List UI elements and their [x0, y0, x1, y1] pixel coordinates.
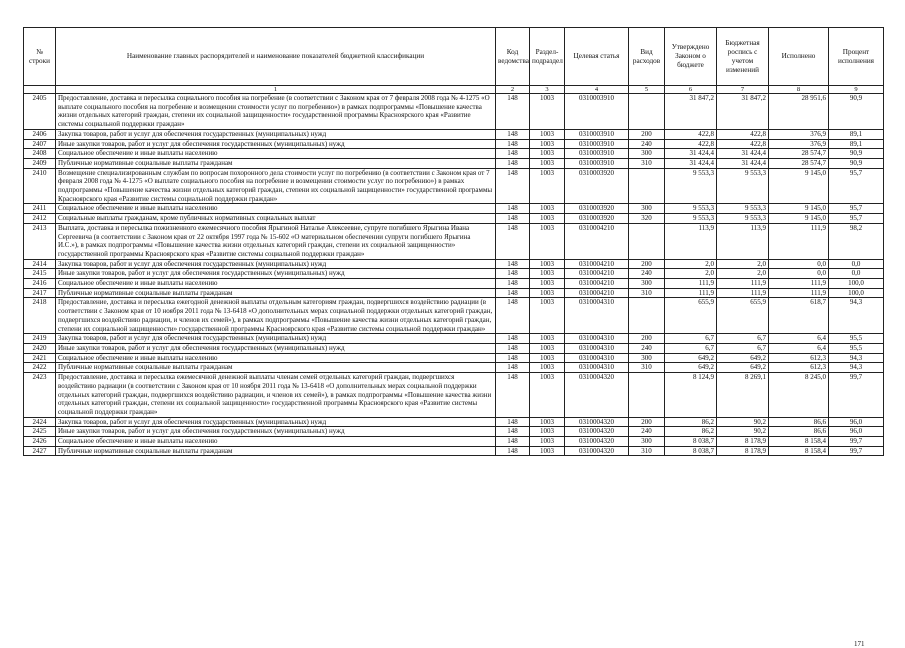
row-number-cell: 2408 [24, 149, 56, 159]
approved-cell: 649,2 [665, 353, 717, 363]
department-code-cell: 148 [496, 94, 530, 130]
table-row [24, 373, 884, 418]
row-name-cell: Закупка товаров, работ и услуг для обеспечения государственных (муниципальных) нужд [56, 334, 496, 344]
expense-type-cell: 200 [629, 334, 665, 344]
approved-cell: 8 124,9 [665, 373, 717, 418]
approved-cell: 113,9 [665, 223, 717, 259]
table-row [24, 204, 884, 214]
target-article-cell: 0310003910 [565, 149, 629, 159]
department-code-cell: 148 [496, 373, 530, 418]
section-cell: 1003 [530, 417, 565, 427]
department-code-cell: 148 [496, 288, 530, 298]
row-name-cell: Иные закупки товаров, работ и услуг для обеспечения государственных (муниципальных) нужд [56, 269, 496, 279]
executed-cell: 9 145,0 [769, 214, 829, 224]
target-article-cell: 0310004320 [565, 437, 629, 447]
row-name-cell: Иные закупки товаров, работ и услуг для обеспечения государственных (муниципальных) нужд [56, 343, 496, 353]
target-article-cell: 0310003910 [565, 139, 629, 149]
expense-type-cell: 300 [629, 204, 665, 214]
approved-cell: 6,7 [665, 334, 717, 344]
table-row [24, 288, 884, 298]
expense-type-cell: 310 [629, 158, 665, 168]
row-number-cell: 2427 [24, 446, 56, 456]
budget-schedule-cell: 655,9 [717, 298, 769, 334]
percent-cell: 100,0 [829, 288, 884, 298]
column-number [24, 86, 56, 94]
column-number: 9 [829, 86, 884, 94]
section-cell: 1003 [530, 214, 565, 224]
header-name: Наименование главных распорядителей и наименование показателей бюджетной классификации [56, 28, 496, 86]
expense-type-cell: 240 [629, 139, 665, 149]
approved-cell: 31 424,4 [665, 158, 717, 168]
target-article-cell: 0310003910 [565, 129, 629, 139]
table-row [24, 417, 884, 427]
target-article-cell: 0310004210 [565, 259, 629, 269]
approved-cell: 655,9 [665, 298, 717, 334]
expense-type-cell [629, 373, 665, 418]
section-cell: 1003 [530, 269, 565, 279]
budget-schedule-cell: 111,9 [717, 279, 769, 289]
column-number: 5 [629, 86, 665, 94]
approved-cell: 8 038,7 [665, 437, 717, 447]
budget-schedule-cell: 90,2 [717, 427, 769, 437]
row-number-cell: 2423 [24, 373, 56, 418]
target-article-cell: 0310003910 [565, 158, 629, 168]
budget-schedule-cell: 31 847,2 [717, 94, 769, 130]
row-name-cell: Социальные выплаты гражданам, кроме публичных нормативных социальных выплат [56, 214, 496, 224]
executed-cell: 28 951,6 [769, 94, 829, 130]
row-name-cell: Иные закупки товаров, работ и услуг для обеспечения государственных (муниципальных) нужд [56, 427, 496, 437]
target-article-cell: 0310004320 [565, 417, 629, 427]
percent-cell: 90,9 [829, 158, 884, 168]
row-name-cell: Выплата, доставка и пересылка пожизненного ежемесячного пособия Ярыгиной Наталье Алексеевне, супруге погибшего Ярыгина Ивана Сергеевича (в соответствии с Законом края от 22 октября 1997 года № 15-602 «О материальном обеспечении супруги погибшего Ярыгина И.С.»), в рамках подпрограммы «Повышение качества жизни отдельных категорий граждан, степени их социальной защищенности» государственной программы Красноярского края «Развитие системы социальной поддержки граждан» [56, 223, 496, 259]
row-name-cell: Публичные нормативные социальные выплаты гражданам [56, 288, 496, 298]
budget-schedule-cell: 2,0 [717, 269, 769, 279]
page-number: 171 [854, 640, 865, 648]
approved-cell: 31 847,2 [665, 94, 717, 130]
department-code-cell: 148 [496, 363, 530, 373]
row-number-cell: 2409 [24, 158, 56, 168]
budget-schedule-cell: 422,8 [717, 139, 769, 149]
row-name-cell: Предоставление, доставка и пересылка ежегодной денежной выплаты отдельным категориям граждан, подвергшихся воздействию радиации (в соответствии с Законом края от 10 ноября 2011 года № 13-6418 «О дополнительных мерах социальной поддержки отдельных категорий граждан, подвергшихся воздействию радиации, и членов их семей»), в рамках подпрограммы «Повышение качества жизни отдельных категорий граждан, степени их социальной защищенности» государственной программы Красноярского края «Развитие системы социальной поддержки граждан» [56, 298, 496, 334]
budget-schedule-cell: 2,0 [717, 259, 769, 269]
budget-execution-table [23, 27, 884, 456]
percent-cell: 89,1 [829, 139, 884, 149]
row-number-cell: 2410 [24, 168, 56, 204]
percent-cell: 99,7 [829, 446, 884, 456]
expense-type-cell: 240 [629, 427, 665, 437]
target-article-cell: 0310004210 [565, 288, 629, 298]
section-cell: 1003 [530, 158, 565, 168]
executed-cell: 28 574,7 [769, 149, 829, 159]
department-code-cell: 148 [496, 427, 530, 437]
row-number-cell: 2419 [24, 334, 56, 344]
expense-type-cell: 300 [629, 353, 665, 363]
table-row [24, 223, 884, 259]
budget-schedule-cell: 90,2 [717, 417, 769, 427]
budget-schedule-cell: 9 553,3 [717, 204, 769, 214]
department-code-cell: 148 [496, 158, 530, 168]
header-executed: Исполнено [769, 28, 829, 86]
header-target-article: Целевая статья [565, 28, 629, 86]
executed-cell: 8 158,4 [769, 446, 829, 456]
department-code-cell: 148 [496, 446, 530, 456]
percent-cell: 95,7 [829, 214, 884, 224]
column-number: 4 [565, 86, 629, 94]
row-number-cell: 2422 [24, 363, 56, 373]
row-number-cell: 2415 [24, 269, 56, 279]
percent-cell: 98,2 [829, 223, 884, 259]
target-article-cell: 0310004320 [565, 373, 629, 418]
table-row [24, 279, 884, 289]
row-name-cell: Социальное обеспечение и иные выплаты населению [56, 204, 496, 214]
header-expense-type: Вид расходов [629, 28, 665, 86]
approved-cell: 649,2 [665, 363, 717, 373]
row-number-cell: 2416 [24, 279, 56, 289]
department-code-cell: 148 [496, 334, 530, 344]
header-row [24, 28, 884, 86]
section-cell: 1003 [530, 129, 565, 139]
percent-cell: 99,7 [829, 437, 884, 447]
expense-type-cell: 310 [629, 363, 665, 373]
department-code-cell: 148 [496, 214, 530, 224]
section-cell: 1003 [530, 204, 565, 214]
department-code-cell: 148 [496, 279, 530, 289]
approved-cell: 2,0 [665, 259, 717, 269]
row-number-cell: 2418 [24, 298, 56, 334]
table-row [24, 343, 884, 353]
executed-cell: 376,9 [769, 129, 829, 139]
section-cell: 1003 [530, 259, 565, 269]
percent-cell: 95,7 [829, 204, 884, 214]
section-cell: 1003 [530, 298, 565, 334]
expense-type-cell: 310 [629, 288, 665, 298]
expense-type-cell: 200 [629, 259, 665, 269]
section-cell: 1003 [530, 343, 565, 353]
budget-schedule-cell: 9 553,3 [717, 214, 769, 224]
department-code-cell: 148 [496, 204, 530, 214]
department-code-cell: 148 [496, 437, 530, 447]
row-number-cell: 2407 [24, 139, 56, 149]
section-cell: 1003 [530, 334, 565, 344]
percent-cell: 95,5 [829, 343, 884, 353]
table-body [24, 94, 884, 456]
budget-schedule-cell: 111,9 [717, 288, 769, 298]
budget-schedule-cell: 6,7 [717, 343, 769, 353]
table-row [24, 446, 884, 456]
target-article-cell: 0310004210 [565, 269, 629, 279]
row-number-cell: 2411 [24, 204, 56, 214]
budget-schedule-cell: 649,2 [717, 363, 769, 373]
target-article-cell: 0310003910 [565, 94, 629, 130]
executed-cell: 376,9 [769, 139, 829, 149]
row-name-cell: Закупка товаров, работ и услуг для обеспечения государственных (муниципальных) нужд [56, 417, 496, 427]
budget-schedule-cell: 649,2 [717, 353, 769, 363]
row-name-cell: Предоставление, доставка и пересылка ежемесячной денежной выплаты членам семей отдельных категорий граждан, подвергшихся воздействию радиации (в соответствии с Законом края от 10 ноября 2011 года № 13-6418 «О дополнительных мерах социальной поддержки отдельных категорий граждан, подвергшихся воздействию радиации, и членов их семей»), в рамках подпрограммы «Повышение качества жизни отдельных категорий граждан, степени их социальной защищенности» государственной программы Красноярского края «Развитие системы социальной поддержки граждан» [56, 373, 496, 418]
section-cell: 1003 [530, 437, 565, 447]
executed-cell: 111,9 [769, 279, 829, 289]
executed-cell: 111,9 [769, 288, 829, 298]
executed-cell: 6,4 [769, 334, 829, 344]
department-code-cell: 148 [496, 269, 530, 279]
table-row [24, 353, 884, 363]
row-number-cell: 2412 [24, 214, 56, 224]
expense-type-cell: 300 [629, 437, 665, 447]
executed-cell: 9 145,0 [769, 204, 829, 214]
executed-cell: 86,6 [769, 427, 829, 437]
row-number-cell: 2406 [24, 129, 56, 139]
expense-type-cell: 200 [629, 417, 665, 427]
table-row [24, 158, 884, 168]
row-name-cell: Публичные нормативные социальные выплаты гражданам [56, 363, 496, 373]
budget-schedule-cell: 31 424,4 [717, 149, 769, 159]
budget-schedule-cell: 6,7 [717, 334, 769, 344]
approved-cell: 422,8 [665, 129, 717, 139]
table-row [24, 334, 884, 344]
expense-type-cell: 200 [629, 129, 665, 139]
table-row [24, 214, 884, 224]
percent-cell: 100,0 [829, 279, 884, 289]
column-number: 1 [56, 86, 496, 94]
budget-schedule-cell: 422,8 [717, 129, 769, 139]
approved-cell: 2,0 [665, 269, 717, 279]
target-article-cell: 0310003920 [565, 214, 629, 224]
approved-cell: 9 553,3 [665, 204, 717, 214]
executed-cell: 9 145,0 [769, 168, 829, 204]
row-name-cell: Социальное обеспечение и иные выплаты населению [56, 149, 496, 159]
target-article-cell: 0310004310 [565, 343, 629, 353]
row-name-cell: Социальное обеспечение и иные выплаты населению [56, 437, 496, 447]
approved-cell: 422,8 [665, 139, 717, 149]
section-cell: 1003 [530, 353, 565, 363]
row-number-cell: 2421 [24, 353, 56, 363]
column-number: 3 [530, 86, 565, 94]
budget-schedule-cell: 113,9 [717, 223, 769, 259]
department-code-cell: 148 [496, 168, 530, 204]
table-row [24, 427, 884, 437]
expense-type-cell [629, 94, 665, 130]
row-number-cell: 2417 [24, 288, 56, 298]
table-row [24, 269, 884, 279]
row-name-cell: Публичные нормативные социальные выплаты гражданам [56, 158, 496, 168]
executed-cell: 618,7 [769, 298, 829, 334]
row-name-cell: Социальное обеспечение и иные выплаты населению [56, 353, 496, 363]
header-budget-schedule: Бюджетная роспись с учетом изменений [717, 28, 769, 86]
target-article-cell: 0310003920 [565, 168, 629, 204]
percent-cell: 96,0 [829, 417, 884, 427]
budget-schedule-cell: 8 178,9 [717, 437, 769, 447]
section-cell: 1003 [530, 279, 565, 289]
percent-cell: 94,3 [829, 298, 884, 334]
percent-cell: 94,3 [829, 363, 884, 373]
row-number-cell: 2413 [24, 223, 56, 259]
table-row [24, 129, 884, 139]
expense-type-cell: 310 [629, 446, 665, 456]
percent-cell: 0,0 [829, 269, 884, 279]
header-section: Раздел-подраздел [530, 28, 565, 86]
approved-cell: 6,7 [665, 343, 717, 353]
target-article-cell: 0310004310 [565, 353, 629, 363]
target-article-cell: 0310004320 [565, 427, 629, 437]
approved-cell: 9 553,3 [665, 168, 717, 204]
section-cell: 1003 [530, 139, 565, 149]
executed-cell: 6,4 [769, 343, 829, 353]
table-row [24, 139, 884, 149]
row-number-cell: 2424 [24, 417, 56, 427]
department-code-cell: 148 [496, 149, 530, 159]
percent-cell: 95,7 [829, 168, 884, 204]
percent-cell: 90,9 [829, 94, 884, 130]
executed-cell: 612,3 [769, 353, 829, 363]
column-number-row [24, 86, 884, 94]
section-cell: 1003 [530, 427, 565, 437]
target-article-cell: 0310004320 [565, 446, 629, 456]
row-number-cell: 2414 [24, 259, 56, 269]
percent-cell: 90,9 [829, 149, 884, 159]
row-number-cell: 2425 [24, 427, 56, 437]
row-name-cell: Закупка товаров, работ и услуг для обеспечения государственных (муниципальных) нужд [56, 259, 496, 269]
expense-type-cell: 240 [629, 269, 665, 279]
expense-type-cell: 320 [629, 214, 665, 224]
row-name-cell: Иные закупки товаров, работ и услуг для обеспечения государственных (муниципальных) нужд [56, 139, 496, 149]
section-cell: 1003 [530, 149, 565, 159]
percent-cell: 0,0 [829, 259, 884, 269]
column-number: 7 [717, 86, 769, 94]
table-row [24, 437, 884, 447]
budget-schedule-cell: 31 424,4 [717, 158, 769, 168]
section-cell: 1003 [530, 94, 565, 130]
approved-cell: 8 038,7 [665, 446, 717, 456]
department-code-cell: 148 [496, 129, 530, 139]
percent-cell: 89,1 [829, 129, 884, 139]
executed-cell: 111,9 [769, 223, 829, 259]
target-article-cell: 0310004310 [565, 334, 629, 344]
row-name-cell: Закупка товаров, работ и услуг для обеспечения государственных (муниципальных) нужд [56, 129, 496, 139]
row-number-cell: 2405 [24, 94, 56, 130]
department-code-cell: 148 [496, 139, 530, 149]
executed-cell: 86,6 [769, 417, 829, 427]
department-code-cell: 148 [496, 223, 530, 259]
percent-cell: 94,3 [829, 353, 884, 363]
column-number: 6 [665, 86, 717, 94]
budget-report-page [23, 27, 883, 648]
budget-schedule-cell: 8 269,1 [717, 373, 769, 418]
section-cell: 1003 [530, 288, 565, 298]
row-number-cell: 2420 [24, 343, 56, 353]
approved-cell: 111,9 [665, 288, 717, 298]
target-article-cell: 0310004310 [565, 298, 629, 334]
table-row [24, 298, 884, 334]
expense-type-cell [629, 223, 665, 259]
table-row [24, 149, 884, 159]
header-row-number: № строки [24, 28, 56, 86]
approved-cell: 31 424,4 [665, 149, 717, 159]
approved-cell: 9 553,3 [665, 214, 717, 224]
table-row [24, 363, 884, 373]
table-row [24, 94, 884, 130]
executed-cell: 0,0 [769, 259, 829, 269]
expense-type-cell [629, 168, 665, 204]
section-cell: 1003 [530, 373, 565, 418]
header-percent: Процент исполнения [829, 28, 884, 86]
expense-type-cell: 300 [629, 149, 665, 159]
row-name-cell: Публичные нормативные социальные выплаты гражданам [56, 446, 496, 456]
percent-cell: 96,0 [829, 427, 884, 437]
approved-cell: 86,2 [665, 427, 717, 437]
executed-cell: 8 245,0 [769, 373, 829, 418]
percent-cell: 99,7 [829, 373, 884, 418]
executed-cell: 28 574,7 [769, 158, 829, 168]
department-code-cell: 148 [496, 343, 530, 353]
section-cell: 1003 [530, 168, 565, 204]
row-name-cell: Возмещение специализированным службам по вопросам похоронного дела стоимости услуг по погребению (в соответствии с Законом края от 7 февраля 2008 года № 4-1275 «О выплате социального пособия на погребение и возмещении стоимости услуг по погребению») в рамках подпрограммы «Повышение качества жизни отдельных категорий граждан, степени их социальной защищенности» государственной программы Красноярского края «Развитие системы социальной поддержки граждан» [56, 168, 496, 204]
executed-cell: 612,3 [769, 363, 829, 373]
executed-cell: 8 158,4 [769, 437, 829, 447]
budget-schedule-cell: 8 178,9 [717, 446, 769, 456]
target-article-cell: 0310004210 [565, 279, 629, 289]
expense-type-cell [629, 298, 665, 334]
approved-cell: 111,9 [665, 279, 717, 289]
column-number: 8 [769, 86, 829, 94]
header-department-code: Код ведомства [496, 28, 530, 86]
table-row [24, 259, 884, 269]
target-article-cell: 0310004310 [565, 363, 629, 373]
budget-schedule-cell: 9 553,3 [717, 168, 769, 204]
executed-cell: 0,0 [769, 269, 829, 279]
expense-type-cell: 300 [629, 279, 665, 289]
approved-cell: 86,2 [665, 417, 717, 427]
department-code-cell: 148 [496, 417, 530, 427]
target-article-cell: 0310004210 [565, 223, 629, 259]
row-number-cell: 2426 [24, 437, 56, 447]
target-article-cell: 0310003920 [565, 204, 629, 214]
department-code-cell: 148 [496, 353, 530, 363]
row-name-cell: Предоставление, доставка и пересылка социального пособия на погребение (в соответствии с Законом края от 7 февраля 2008 года № 4-1275 «О выплате социального пособия на погребение и возмещении стоимости услуг по погребению») в рамках подпрограммы «Повышение качества жизни отдельных категорий граждан, степени их социальной защищенности» государственной программы Красноярского края «Развитие системы социальной поддержки граждан» [56, 94, 496, 130]
section-cell: 1003 [530, 363, 565, 373]
department-code-cell: 148 [496, 259, 530, 269]
header-approved: Утверждено Законом о бюджете [665, 28, 717, 86]
expense-type-cell: 240 [629, 343, 665, 353]
department-code-cell: 148 [496, 298, 530, 334]
percent-cell: 95,5 [829, 334, 884, 344]
row-name-cell: Социальное обеспечение и иные выплаты населению [56, 279, 496, 289]
section-cell: 1003 [530, 446, 565, 456]
table-row [24, 168, 884, 204]
column-number: 2 [496, 86, 530, 94]
section-cell: 1003 [530, 223, 565, 259]
